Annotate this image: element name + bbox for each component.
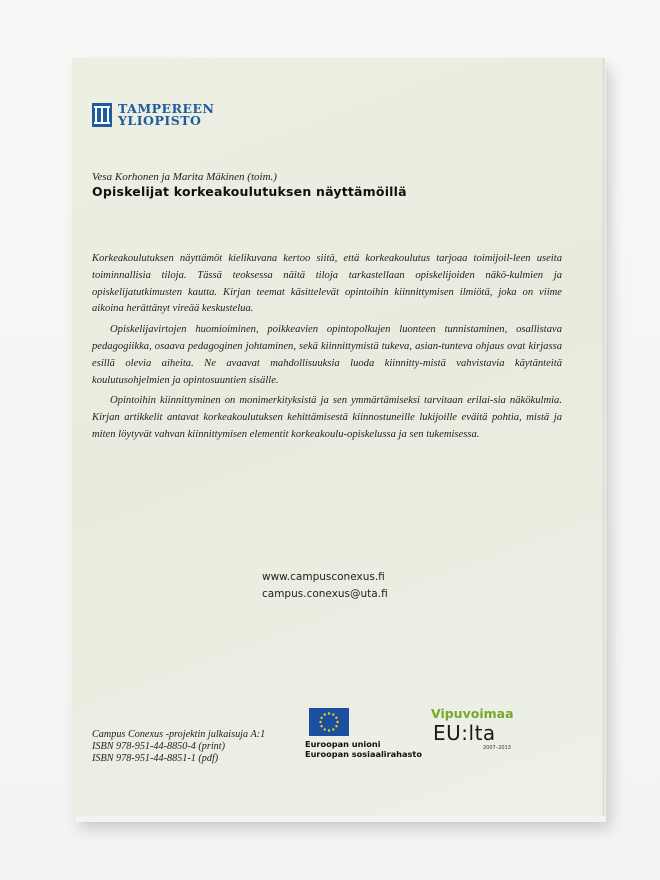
eu-flag-icon	[309, 708, 349, 736]
contact-info	[262, 569, 388, 603]
book-back-cover	[72, 58, 605, 816]
website-url: www.campusconexus.fi	[262, 571, 385, 583]
eu-logo	[305, 708, 425, 759]
series-name: Campus Conexus -projektin julkaisuja A:1	[92, 729, 266, 740]
vipuvoimaa-logo	[431, 706, 571, 751]
contact-email: campus.conexus@uta.fi	[262, 588, 388, 600]
book-description	[92, 251, 562, 448]
eu-line1: Euroopan unioni	[305, 739, 381, 749]
university-logo	[92, 103, 214, 127]
university-emblem-icon	[92, 103, 112, 127]
vipuvoimaa-eu: EU:lta	[433, 721, 496, 745]
logo-line1: TAMPEREEN	[118, 101, 215, 116]
eu-line2: Euroopan sosiaalirahasto	[305, 749, 422, 759]
isbn-print: ISBN 978-951-44-8850-4 (print)	[92, 741, 225, 752]
publication-info	[92, 729, 265, 765]
book-authors: Vesa Korhonen ja Marita Mäkinen (toim.)	[92, 171, 277, 183]
description-paragraph: Opintoihin kiinnittyminen on monimerkityksistä ja sen ymmärtämiseksi tarvitaan erilai-sia näkökulmia. Kirjan artikkelit antavat korkeakoulutuksen kehittämisestä kiinnostuneille lukijoille eväitä pohtia, mistä ja miten löytyvät vahvan kiinnittymisen elementit korkeakoulu-opiskelussa ja sen tukemisessa.	[92, 395, 562, 440]
vipuvoimaa-years: 2007–2013	[483, 745, 511, 751]
vipuvoimaa-title: Vipuvoimaa	[431, 706, 514, 721]
isbn-pdf: ISBN 978-951-44-8851-1 (pdf)	[92, 753, 219, 764]
book-title: Opiskelijat korkeakoulutuksen näyttämöillä	[92, 184, 407, 199]
description-paragraph: Korkeakoulutuksen näyttämöt kielikuvana kertoo siitä, että korkeakoulutus tarjoaa toimijoil-leen useita toiminnallisia tiloja. Tässä teoksessa näitä tiloja tarkastellaan opiskelijoiden näkö-kulmien ja opiskelijatutkimusten kautta. Kirjan teemat käsittelevät opintoihin kiinnittymisen ilmiötä, joka on viime aikoina herättänyt vireää keskustelua.	[92, 253, 562, 315]
description-paragraph: Opiskelijavirtojen huomioiminen, poikkeavien opintopolkujen luonteen tunnistaminen, osallistava pedagogiikka, osaava pedagoginen johtaminen, sekä kiinnittymistä tukeva, asian-tunteva ohjaus ovat kirjassa esillä olevia aiheita. Ne avaavat mahdollisuuksia luoda kiinnitty-mistä vahvistavia käytänteitä koulutusohjelmien ja opintosuuntien sisälle.	[92, 324, 562, 386]
logo-line2: YLIOPISTO	[118, 113, 202, 128]
